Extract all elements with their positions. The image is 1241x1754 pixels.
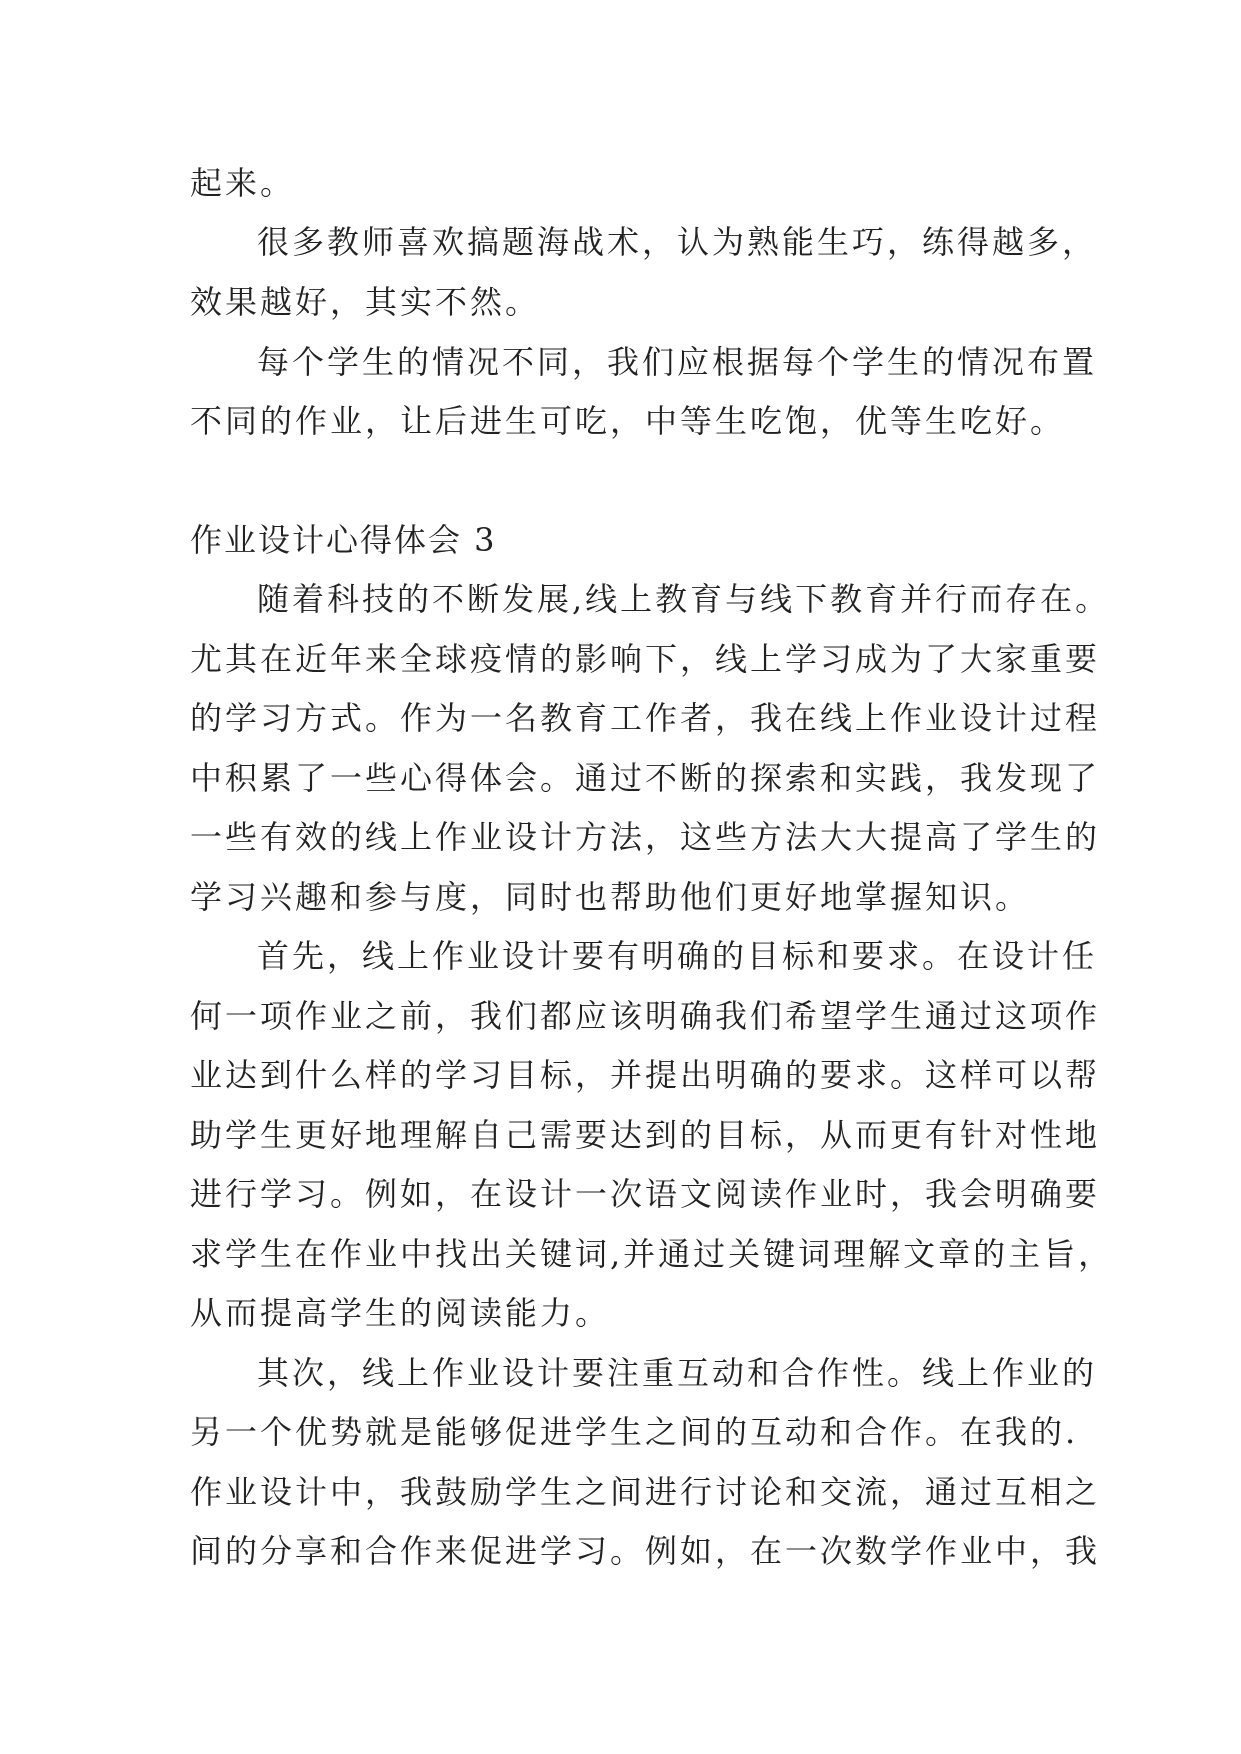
text-line: 学习兴趣和参与度，同时也帮助他们更好地掌握知识。 <box>190 878 1031 916</box>
text-line: 业达到什么样的学习目标，并提出明确的要求。这样可以帮 <box>190 1056 1101 1094</box>
paragraph-first-line: 其次，线上作业设计要注重互动和合作性。线上作业的 <box>257 1354 1098 1392</box>
text-line: 一些有效的线上作业设计方法，这些方法大大提高了学生的 <box>190 818 1101 856</box>
text-line: 进行学习。例如，在设计一次语文阅读作业时，我会明确要 <box>190 1175 1101 1213</box>
paragraph-first-line: 很多教师喜欢搞题海战术，认为熟能生巧，练得越多， <box>257 223 1098 261</box>
paragraph-first-line: 随着科技的不断发展,线上教育与线下教育并行而存在。 <box>257 580 1111 618</box>
text-line: 作业设计中，我鼓励学生之间进行讨论和交流，通过互相之 <box>190 1473 1101 1511</box>
text-line: 何一项作业之前，我们都应该明确我们希望学生通过这项作 <box>190 997 1101 1035</box>
section-heading: 作业设计心得体会 3 <box>190 521 497 559</box>
paragraph-first-line: 首先，线上作业设计要有明确的目标和要求。在设计任 <box>257 937 1098 975</box>
text-line: 不同的作业，让后进生可吃，中等生吃饱，优等生吃好。 <box>190 402 1066 440</box>
text-line: 的学习方式。作为一名教育工作者，我在线上作业设计过程 <box>190 699 1101 737</box>
text-line: 另一个优势就是能够促进学生之间的互动和合作。在我的. <box>190 1413 1079 1451</box>
paragraph-first-line: 每个学生的情况不同，我们应根据每个学生的情况布置 <box>257 343 1098 381</box>
text-line: 尤其在近年来全球疫情的影响下，线上学习成为了大家重要 <box>190 640 1101 678</box>
text-line: 效果越好，其实不然。 <box>190 283 541 321</box>
text-line: 起来。 <box>190 164 296 202</box>
text-line: 间的分享和合作来促进学习。例如，在一次数学作业中，我 <box>190 1532 1101 1570</box>
text-line: 求学生在作业中找出关键词,并通过关键词理解文章的主旨， <box>190 1235 1114 1273</box>
text-line: 助学生更好地理解自己需要达到的目标，从而更有针对性地 <box>190 1116 1101 1154</box>
text-line: 中积累了一些心得体会。通过不断的探索和实践，我发现了 <box>190 759 1101 797</box>
text-line: 从而提高学生的阅读能力。 <box>190 1294 611 1332</box>
